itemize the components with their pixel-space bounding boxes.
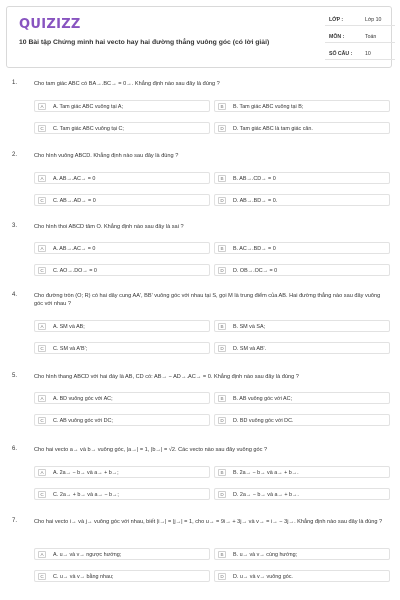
option-letter: B bbox=[218, 175, 226, 182]
option-letter: D bbox=[218, 345, 226, 352]
option-c[interactable] bbox=[34, 122, 210, 134]
option-text: D. u→ và v→ vuông góc. bbox=[233, 574, 293, 580]
option-text: A. Tam giác ABC vuông tại A; bbox=[53, 104, 124, 110]
meta-subject-value: Toán bbox=[365, 34, 377, 40]
option-letter: D bbox=[218, 573, 226, 580]
option-text: C. AB vuông góc với DC; bbox=[53, 418, 113, 424]
option-d[interactable] bbox=[214, 194, 390, 206]
option-text: B. AB vuông góc với AC; bbox=[233, 396, 292, 402]
option-letter: A bbox=[38, 175, 46, 182]
meta-count-label: SỐ CÂU : bbox=[329, 51, 353, 57]
option-b[interactable] bbox=[214, 548, 390, 560]
option-letter: B bbox=[218, 245, 226, 252]
option-letter: D bbox=[218, 417, 226, 424]
option-letter: C bbox=[38, 267, 46, 274]
worksheet-header bbox=[6, 6, 392, 68]
option-text: C. u→ và v→ bằng nhau; bbox=[53, 574, 114, 580]
option-text: A. BD vuông góc với AC; bbox=[53, 396, 113, 402]
meta-grade-value: Lớp 10 bbox=[365, 17, 382, 23]
option-text: B. 2a→ − b→ và a→ + b→. bbox=[233, 470, 299, 476]
option-text: D. AB→.BD→ = 0. bbox=[233, 198, 278, 204]
quizizz-logo: QUIZIZZ bbox=[19, 17, 81, 32]
option-a[interactable] bbox=[34, 172, 210, 184]
meta-divider bbox=[325, 59, 395, 60]
option-text: B. AC→.BD→ = 0 bbox=[233, 246, 276, 252]
question-number: 1. bbox=[12, 80, 18, 86]
option-letter: B bbox=[218, 395, 226, 402]
option-letter: A bbox=[38, 323, 46, 330]
option-d[interactable] bbox=[214, 342, 390, 354]
option-text: A. AB→.AC→ = 0 bbox=[53, 246, 96, 252]
option-letter: A bbox=[38, 103, 46, 110]
question-number: 6. bbox=[12, 446, 18, 452]
question-text: Cho hình thang ABCD với hai đáy là AB, CD có: AB→ − AD→.AC→ = 0. Khẳng định nào sau đây là đúng ? bbox=[34, 374, 299, 380]
question-number: 2. bbox=[12, 152, 18, 158]
meta-divider bbox=[325, 25, 395, 26]
option-text: D. OB→.OC→ = 0 bbox=[233, 268, 278, 274]
option-letter: A bbox=[38, 245, 46, 252]
question-text: Cho đường tròn (O; R) có hai dây cung AA', BB' vuông góc với nhau tại S, gọi M là trung điểm của AB. Hai đường thẳng nào sau đây vuông góc với nhau ? bbox=[34, 293, 381, 307]
option-letter: C bbox=[38, 491, 46, 498]
option-letter: B bbox=[218, 469, 226, 476]
option-letter: C bbox=[38, 345, 46, 352]
meta-subject-label: MÔN : bbox=[329, 34, 345, 40]
option-letter: A bbox=[38, 395, 46, 402]
option-b[interactable] bbox=[214, 466, 390, 478]
question-number: 4. bbox=[12, 292, 18, 298]
option-b[interactable] bbox=[214, 242, 390, 254]
option-letter: A bbox=[38, 469, 46, 476]
option-text: A. u→ và v→ ngược hướng; bbox=[53, 552, 122, 558]
option-letter: B bbox=[218, 103, 226, 110]
option-letter: D bbox=[218, 125, 226, 132]
option-text: D. BD vuông góc với DC. bbox=[233, 418, 294, 424]
option-b[interactable] bbox=[214, 392, 390, 404]
option-c[interactable] bbox=[34, 414, 210, 426]
question-text: Cho hai vecto a→ và b→ vuông góc, |a→| = 1, |b→| = √2. Các vecto nào sau đây vuông góc ? bbox=[34, 447, 268, 453]
question-text: Cho hình thoi ABCD tâm O. Khẳng định nào sau đây là sai ? bbox=[34, 224, 184, 230]
option-d[interactable] bbox=[214, 414, 390, 426]
question-number: 7. bbox=[12, 518, 18, 524]
meta-count-value: 10 bbox=[365, 51, 371, 57]
option-c[interactable] bbox=[34, 570, 210, 582]
option-a[interactable] bbox=[34, 242, 210, 254]
option-c[interactable] bbox=[34, 264, 210, 276]
option-text: C. Tam giác ABC vuông tại C; bbox=[53, 126, 124, 132]
option-letter: D bbox=[218, 267, 226, 274]
option-text: C. 2a→ + b→ và a→ − b→; bbox=[53, 492, 119, 498]
option-text: A. SM và AB; bbox=[53, 324, 85, 330]
option-text: B. u→ và v→ cùng hướng; bbox=[233, 552, 298, 558]
option-text: C. AO→.DO→ = 0 bbox=[53, 268, 97, 274]
question-number: 3. bbox=[12, 223, 18, 229]
option-text: C. AB→.AD→ = 0 bbox=[53, 198, 96, 204]
option-b[interactable] bbox=[214, 100, 390, 112]
question-text: Cho hai vecto i→ và j→ vuông góc với nhau, biết |i→| = |j→| = 1, cho u→ = 9i→ + 3j→ và v→ = i→ − 3j→. Khẳng định nào sau đây là đúng ? bbox=[34, 519, 383, 525]
question-text: Cho hình vuông ABCD. Khẳng định nào sau đây là đúng ? bbox=[34, 153, 179, 159]
option-text: D. Tam giác ABC là tam giác cân. bbox=[233, 126, 313, 132]
option-a[interactable] bbox=[34, 320, 210, 332]
option-letter: C bbox=[38, 573, 46, 580]
option-a[interactable] bbox=[34, 548, 210, 560]
option-letter: D bbox=[218, 491, 226, 498]
option-a[interactable] bbox=[34, 100, 210, 112]
option-letter: A bbox=[38, 551, 46, 558]
option-letter: B bbox=[218, 323, 226, 330]
option-a[interactable] bbox=[34, 392, 210, 404]
option-a[interactable] bbox=[34, 466, 210, 478]
option-letter: D bbox=[218, 197, 226, 204]
option-text: C. SM và A'B'; bbox=[53, 346, 88, 352]
worksheet-title: 10 Bài tập Chứng minh hai vecto hay hai đường thẳng vuông góc (có lời giải) bbox=[19, 39, 270, 46]
option-c[interactable] bbox=[34, 488, 210, 500]
option-c[interactable] bbox=[34, 342, 210, 354]
option-d[interactable] bbox=[214, 488, 390, 500]
option-text: D. 2a→ − b→ và a→ + b→. bbox=[233, 492, 299, 498]
option-b[interactable] bbox=[214, 172, 390, 184]
option-text: D. SM và AB'. bbox=[233, 346, 267, 352]
option-text: A. 2a→ − b→ và a→ + b→; bbox=[53, 470, 119, 476]
option-text: B. AB→.CD→ = 0 bbox=[233, 176, 276, 182]
option-letter: C bbox=[38, 125, 46, 132]
option-letter: C bbox=[38, 417, 46, 424]
option-letter: C bbox=[38, 197, 46, 204]
option-d[interactable] bbox=[214, 570, 390, 582]
meta-grade-label: LỚP : bbox=[329, 17, 344, 23]
question-number: 5. bbox=[12, 373, 18, 379]
option-c[interactable] bbox=[34, 194, 210, 206]
option-text: B. Tam giác ABC vuông tại B; bbox=[233, 104, 304, 110]
option-b[interactable] bbox=[214, 320, 390, 332]
option-d[interactable] bbox=[214, 264, 390, 276]
option-text: A. AB→.AC→ = 0 bbox=[53, 176, 96, 182]
option-text: B. SM và SA; bbox=[233, 324, 266, 330]
meta-divider bbox=[325, 42, 395, 43]
option-d[interactable] bbox=[214, 122, 390, 134]
option-letter: B bbox=[218, 551, 226, 558]
question-text: Cho tam giác ABC có BA→.BC→ = 0→. Khẳng định nào sau đây là đúng ? bbox=[34, 81, 220, 87]
